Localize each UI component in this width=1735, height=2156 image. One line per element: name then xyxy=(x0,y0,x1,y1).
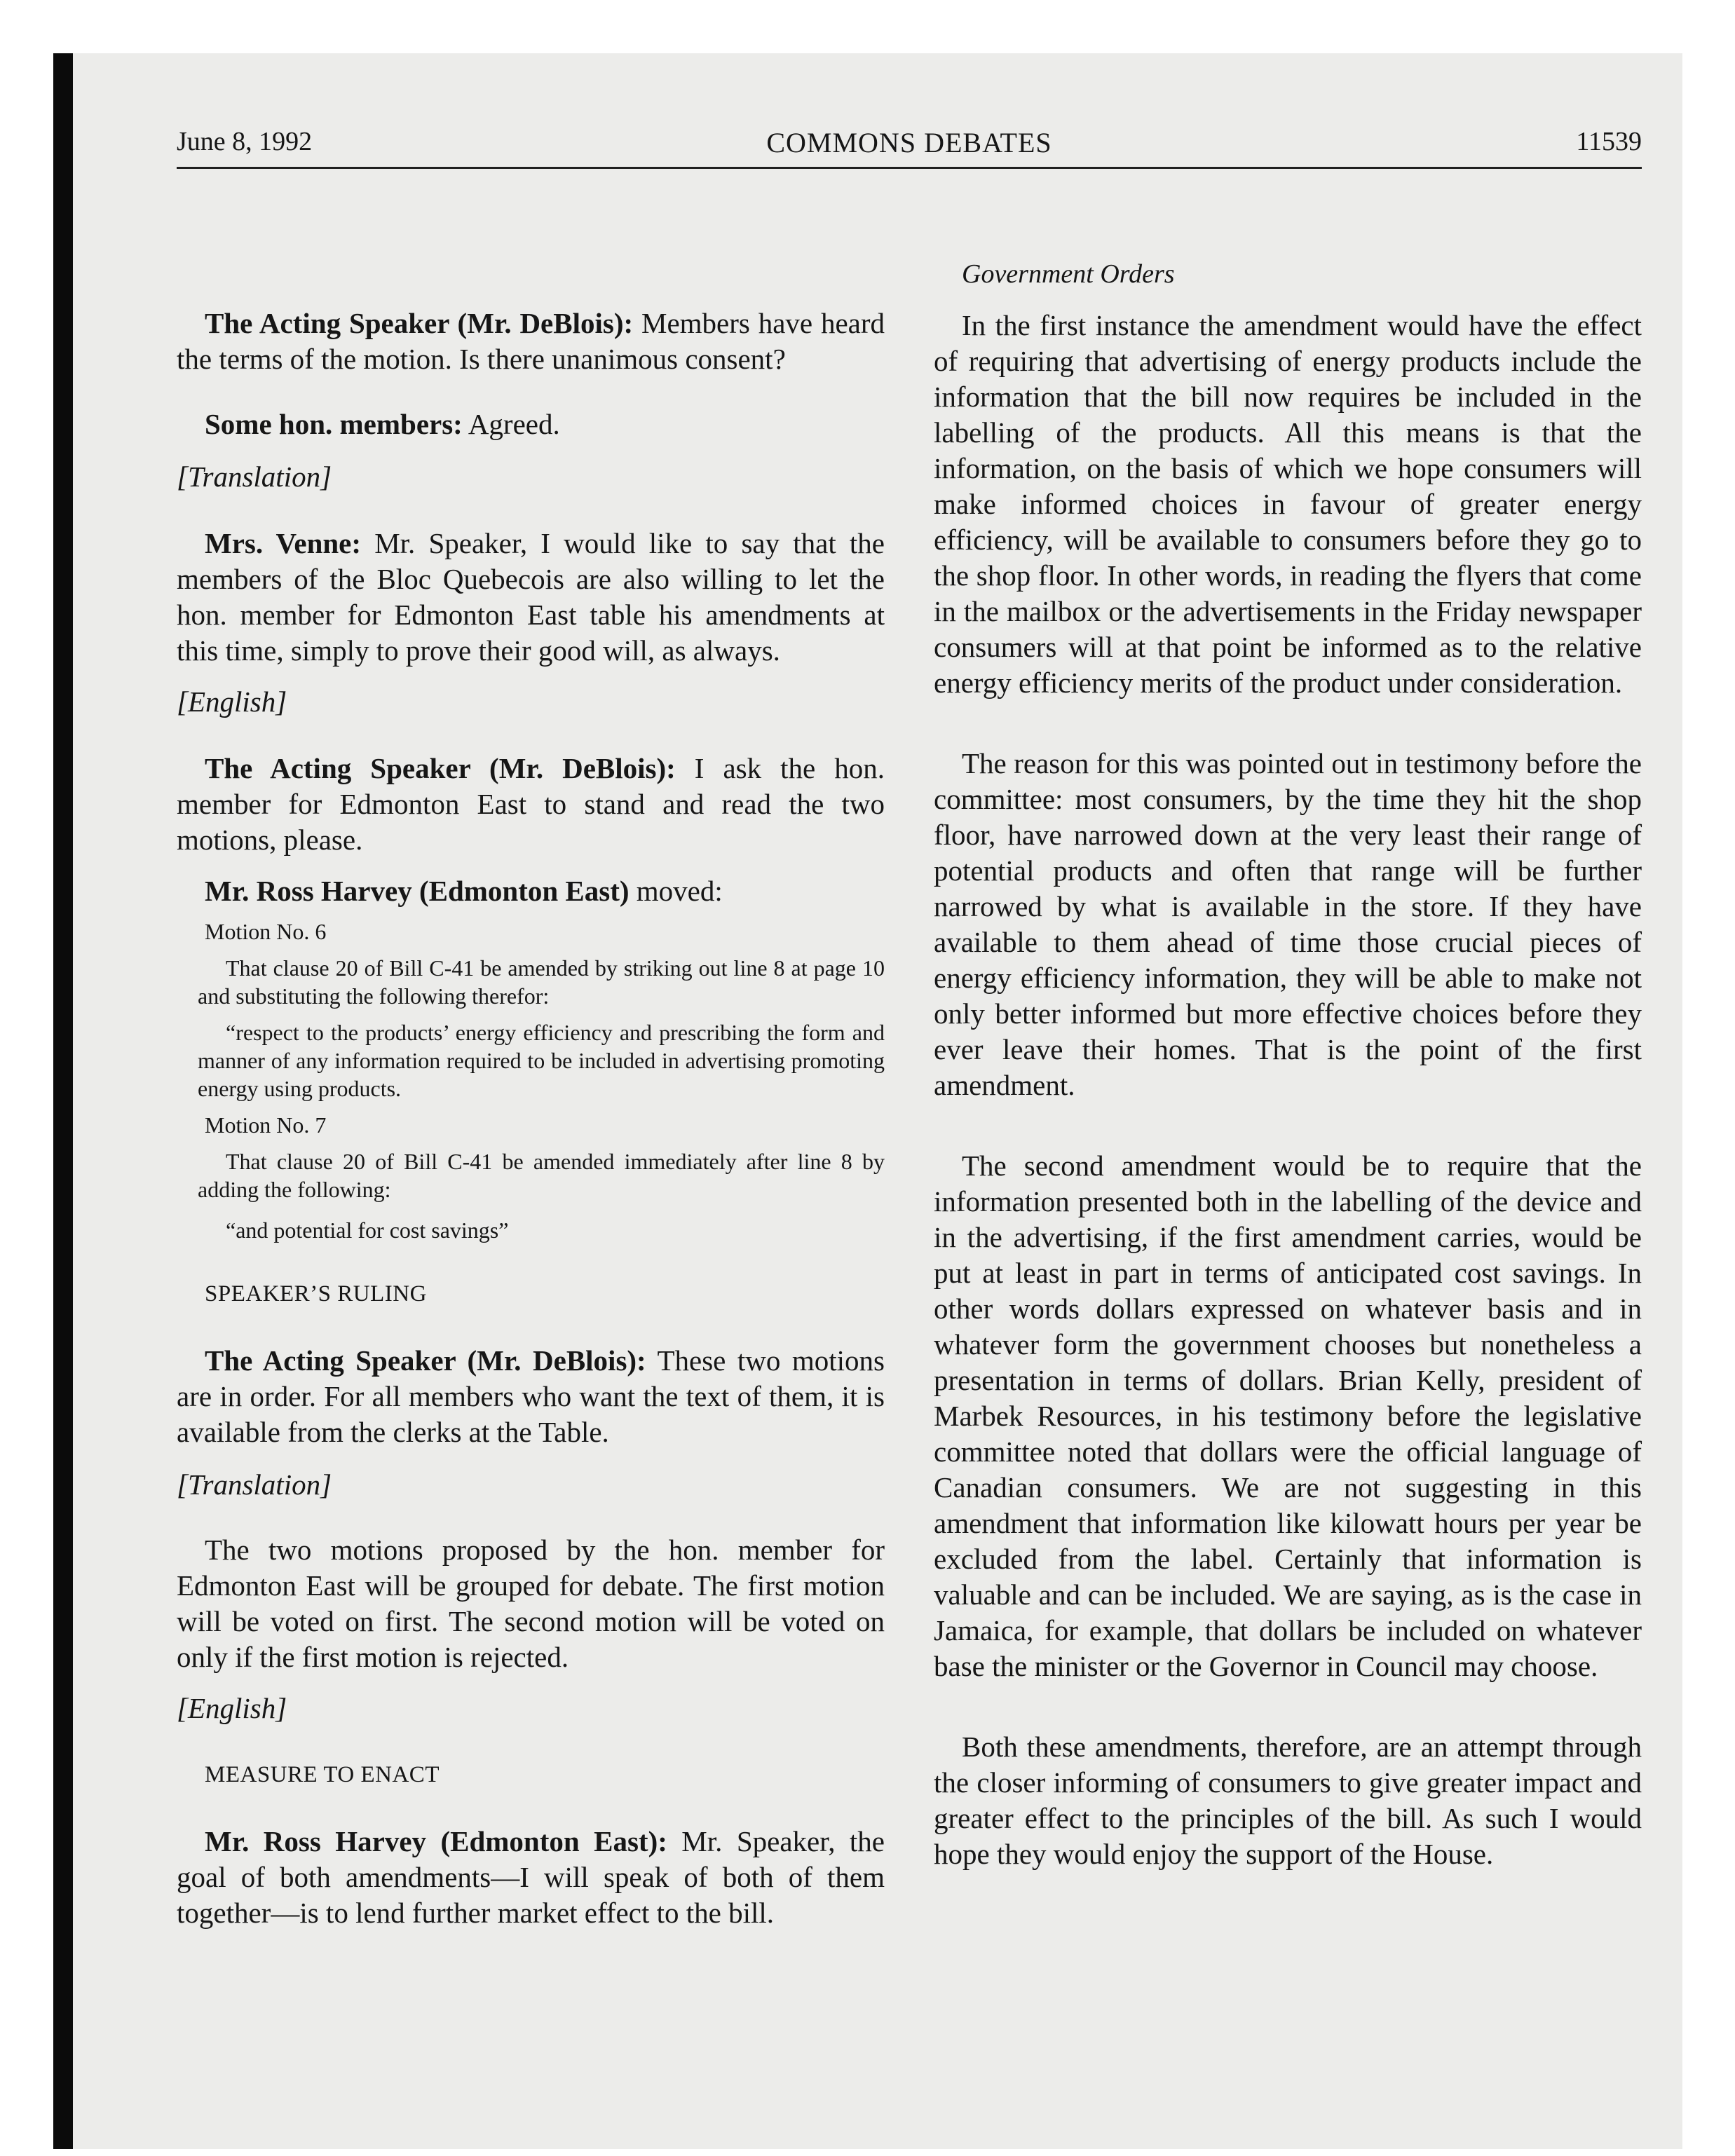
paragraph xyxy=(177,306,885,377)
section-heading: MEASURE TO ENACT xyxy=(205,1762,440,1787)
speech-text: I ask the hon. member for Edmonton East to stand and read the two motions, please. xyxy=(177,752,885,856)
speaker-name: Mr. Ross Harvey (Edmonton East) xyxy=(205,875,630,907)
speech-text: Members have heard the terms of the motion. Is there unanimous consent? xyxy=(177,307,885,375)
speech-text: Mr. Speaker, the goal of both amendments—I will speak of both of them together—is to lend further market effect to the bill. xyxy=(177,1825,885,1929)
paragraph: The two motions proposed by the hon. member for Edmonton East will be grouped for debate. The first motion will be voted on first. The second motion will be voted on only if the first motion is rejected. xyxy=(177,1534,885,1673)
motion-text: That clause 20 of Bill C-41 be amended by striking out line 8 at page 10 and substituting the following therefor: xyxy=(198,955,885,1009)
speaker-name: The Acting Speaker (Mr. DeBlois): xyxy=(205,307,634,339)
document-page xyxy=(53,53,1682,2149)
page-header xyxy=(177,126,1642,165)
left-column xyxy=(177,186,885,1931)
speaker-name: The Acting Speaker (Mr. DeBlois): xyxy=(205,1344,646,1377)
section-title: Government Orders xyxy=(962,259,1175,289)
motion-text: That clause 20 of Bill C-41 be amended immediately after line 8 by adding the following: xyxy=(198,1149,885,1202)
section-heading: SPEAKER’S RULING xyxy=(205,1281,427,1306)
paragraph: The second amendment would be to require that the information presented both in the labelling of the device and in the advertising, if the first amendment carries, would be put at least in part in terms of anticipated cost savings. In other words dollars expressed on whatever basis and in whatever form the government chooses but nonetheless a presentation in terms of dollars. Brian Kelly, president of Marbek Resources, in his testimony before the legislative committee noted that dollars were the official language of Canadian consumers. We are not suggesting in this amendment that information like kilowatt hours per year be excluded from the label. Certainly that information is valuable and can be included. We are saying, as is the case in Jamaica, for example, that dollars be included on whatever base the minister or the Governor in Council may choose. xyxy=(934,1149,1642,1682)
speaker-name: The Acting Speaker (Mr. DeBlois): xyxy=(205,752,676,784)
header-date: June 8, 1992 xyxy=(177,127,313,156)
speech-text: Agreed. xyxy=(462,408,560,440)
motion-quote: “and potential for cost savings” xyxy=(226,1217,509,1243)
speaker-name: Mrs. Venne: xyxy=(205,527,362,559)
paragraph xyxy=(177,873,885,909)
speech-text: moved: xyxy=(629,875,723,907)
header-page-number: 11539 xyxy=(1576,127,1642,156)
speech-text: These two motions are in order. For all members who want the text of them, it is available from the clerks at the Table. xyxy=(177,1344,885,1448)
language-marker: [Translation] xyxy=(177,460,332,493)
speech-text: Mr. Speaker, I would like to say that the members of the Bloc Quebecois are also willing to let the hon. member for Edmonton East table his amendments at this time, simply to prove their good will, as always. xyxy=(177,527,885,667)
paragraph: Both these amendments, therefore, are an attempt through the closer informing of consumers to give greater impact and greater effect to the principles of the bill. As such I would hope they would enjoy the support of the House. xyxy=(934,1731,1642,1870)
header-title: COMMONS DEBATES xyxy=(766,127,1052,158)
right-column xyxy=(934,186,1642,1872)
motion-label: Motion No. 6 xyxy=(205,919,327,944)
language-marker: [Translation] xyxy=(177,1468,332,1501)
motion-label: Motion No. 7 xyxy=(205,1112,327,1138)
paragraph xyxy=(177,1824,885,1931)
paragraph: In the first instance the amendment would have the effect of requiring that advertising of energy products include the information that the bill now requires be included in the labelling of the products. All this means is that the information, on the basis of which we hope consumers will make informed choices in favour of greater energy efficiency, will be available to consumers before they go to the shop floor. In other words, in reading the flyers that come in the mailbox or the advertisements in the Friday newspaper consumers will at that point be informed as to the relative energy efficiency merits of the product under consideration. xyxy=(934,309,1642,699)
paragraph xyxy=(177,526,885,669)
binding-edge xyxy=(53,53,73,2149)
language-marker: [English] xyxy=(177,1692,287,1724)
paragraph xyxy=(177,407,885,442)
language-marker: [English] xyxy=(177,685,287,718)
paragraph xyxy=(177,1343,885,1450)
paragraph xyxy=(177,751,885,858)
motion-quote: “respect to the products’ energy efficiency and prescribing the form and manner of any information required to be included in advertising promoting energy using products. xyxy=(198,1020,885,1101)
speaker-name: Mr. Ross Harvey (Edmonton East): xyxy=(205,1825,667,1857)
header-rule xyxy=(177,167,1642,169)
speaker-name: Some hon. members: xyxy=(205,408,463,440)
paragraph: The reason for this was pointed out in testimony before the committee: most consumers, by the time they hit the shop floor, have narrowed down at the very least their range of potential products and often that range will be further narrowed by what is available in the store. If they have available to them ahead of time those crucial pieces of energy efficiency information, they will be able to make not only better informed but more effective choices before they ever leave their homes. That is the point of the first amendment. xyxy=(934,747,1642,1101)
